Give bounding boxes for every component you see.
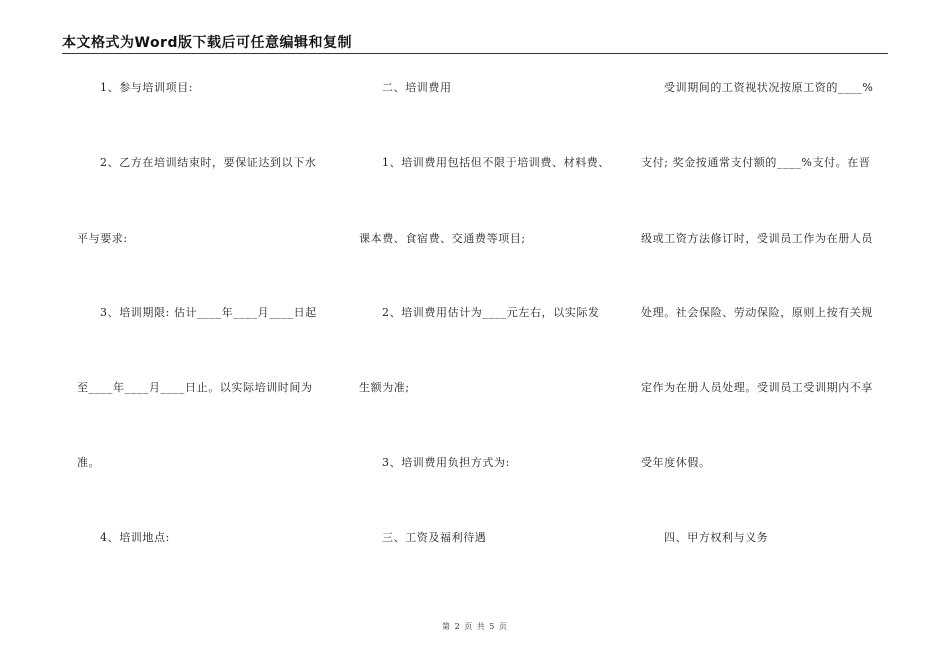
text-line: 2、乙方在培训结束时，要保证达到以下水 — [100, 156, 317, 169]
text-line: 2、培训费用估计为____元左右，以实际发 — [382, 306, 600, 319]
text-line: 至____年____月____日止。以实际培训时间为 — [77, 381, 313, 394]
text-line: 平与要求: — [77, 232, 128, 245]
text-line: 定作为在册人员处理。受训员工受训期内不享 — [641, 381, 873, 394]
text-line: 受训期间的工资视状况按原工资的____% — [664, 81, 874, 94]
text-line: 1、参与培训项目: — [100, 81, 194, 94]
text-line: 三、工资及福利待遇 — [382, 531, 487, 544]
text-line: 四、甲方权利与义务 — [664, 531, 769, 544]
document-header-title: 本文格式为Word版下载后可任意编辑和复制 — [62, 35, 352, 51]
text-line: 处理。社会保险、劳动保险，原则上按有关规 — [641, 306, 873, 319]
text-line: 1、培训费用包括但不限于培训费、材料费、 — [382, 156, 610, 169]
text-line: 受年度休假。 — [641, 456, 711, 469]
text-line: 4、培训地点: — [100, 531, 170, 544]
text-line: 3、培训期限: 估计____年____月____日起 — [100, 306, 317, 319]
text-line: 支付; 奖金按通常支付额的____%支付。在晋 — [641, 156, 871, 169]
text-line: 级或工资方法修订时，受训员工作为在册人员 — [641, 232, 873, 245]
text-line: 课本费、食宿费、交通费等项目; — [359, 232, 526, 245]
text-line: 二、培训费用 — [382, 81, 452, 94]
page-number-footer: 第 2 页 共 5 页 — [442, 622, 508, 631]
text-line: 准。 — [77, 456, 101, 469]
text-line: 3、培训费用负担方式为: — [382, 456, 510, 469]
text-line: 生额为准; — [359, 381, 410, 394]
